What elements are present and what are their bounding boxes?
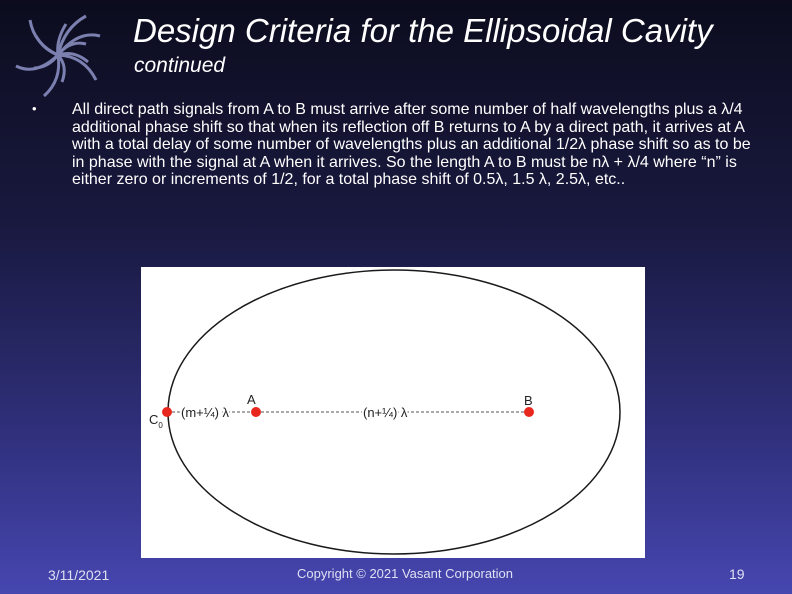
bullet-text: All direct path signals from A to B must arrive after some number of half wavelengths plus a λ/4 additional phase shift so that when its reflection off B returns to A by a direct path, it arrives at A with a total delay of some number of wavelengths plus an additional 1/2λ phase shift so as to be in phase with the signal at A when it arrives. So the length A to B must be nλ + λ/4 where “n” is either zero or increments of 1/2, for a total phase shift of 0.5λ, 1.5 λ, 2.5λ, etc.. (72, 101, 751, 188)
point-a-dot (251, 407, 261, 417)
point-c0-label: $C_0$ (149, 412, 163, 430)
swirl-logo-icon (8, 10, 108, 100)
point-b-dot (524, 407, 534, 417)
point-c0-dot (162, 407, 172, 417)
footer-date: 3/11/2021 (48, 567, 110, 583)
slide-title: Design Criteria for the Ellipsoidal Cavity (133, 12, 713, 49)
footer-copyright: Copyright © 2021 Vasant Corporation (297, 566, 514, 581)
slide-subtitle: continued (134, 54, 226, 77)
footer-page-number: 19 (729, 566, 745, 582)
label-c0-a-distance: (m+¼) λ (181, 405, 230, 420)
ellipse-diagram (141, 267, 645, 558)
bullet-marker: • (32, 101, 37, 116)
label-a-b-distance: (n+¼) λ (363, 405, 408, 420)
point-a-label: A (247, 392, 256, 407)
point-c0-subscript: 0 (158, 421, 163, 430)
point-b-label: B (524, 393, 533, 408)
